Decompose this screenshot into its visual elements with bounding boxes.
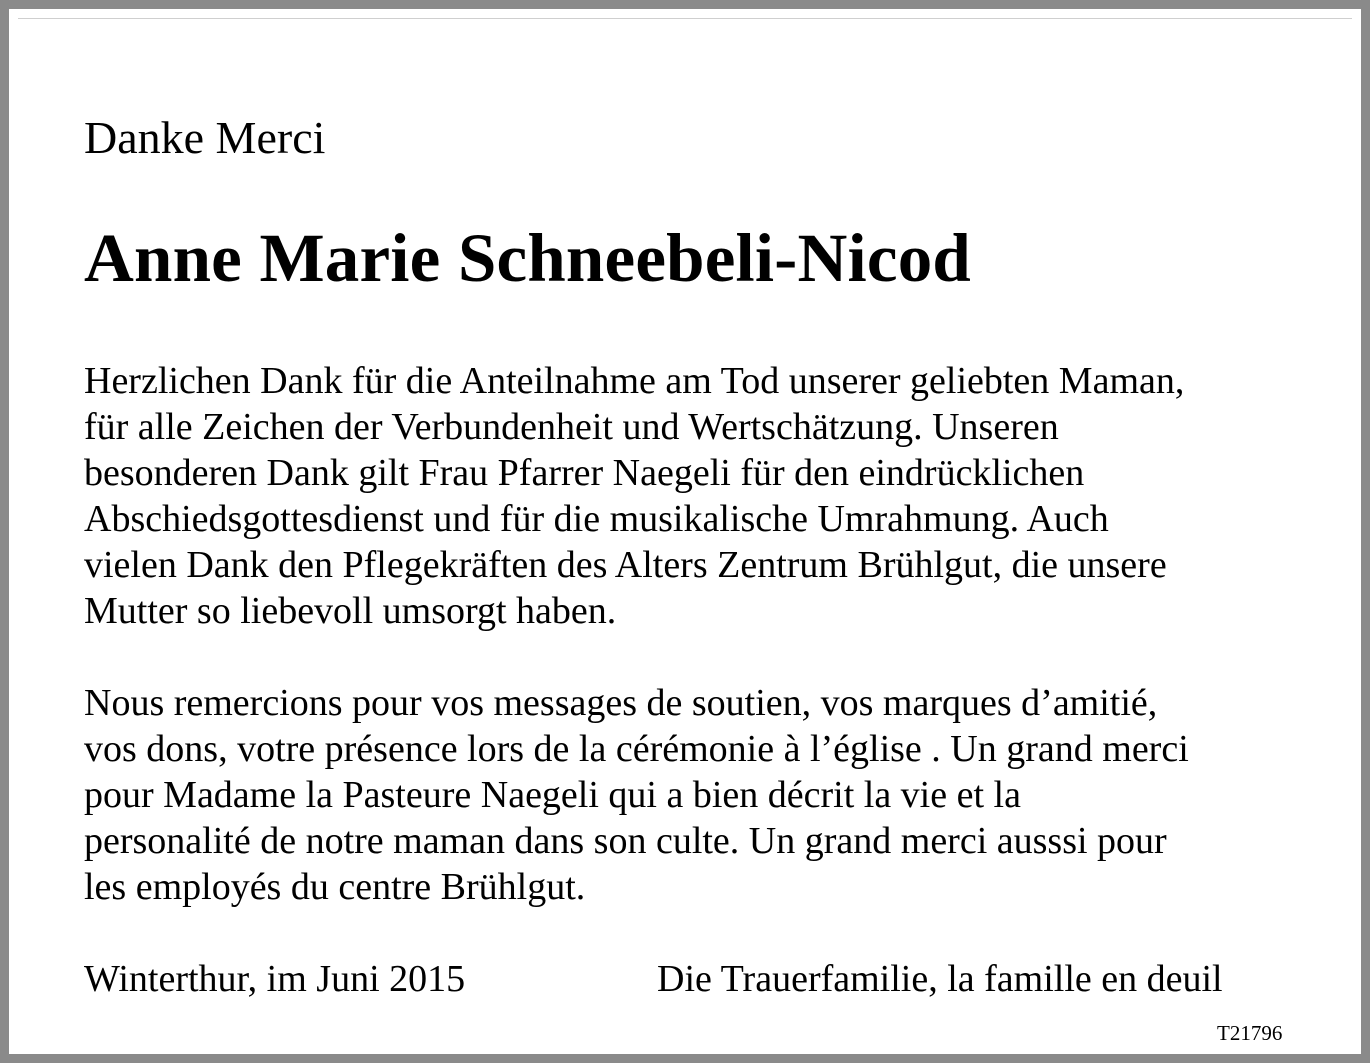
frame-inner-line bbox=[18, 18, 1352, 19]
german-paragraph bbox=[84, 358, 1304, 634]
french-line: Nous remercions pour vos messages de soutien, vos marques d’amitié, bbox=[84, 682, 1158, 724]
deceased-name: Anne Marie Schneebeli-Nicod bbox=[84, 220, 971, 296]
german-line: Herzlichen Dank für die Anteilnahme am Tod unserer geliebten Maman, bbox=[84, 360, 1185, 402]
french-line: pour Madame la Pasteure Naegeli qui a bien décrit la vie et la bbox=[84, 774, 1021, 816]
german-line: besonderen Dank gilt Frau Pfarrer Naegeli für den eindrücklichen bbox=[84, 452, 1085, 494]
family-signature: Die Trauerfamilie, la famille en deuil bbox=[657, 958, 1223, 1000]
notice-kicker: Danke Merci bbox=[84, 112, 326, 163]
french-line: les employés du centre Brühlgut. bbox=[84, 866, 586, 908]
french-line: personalité de notre maman dans son culte. Un grand merci ausssi pour bbox=[84, 820, 1167, 862]
german-line: Abschiedsgottesdienst und für die musikalische Umrahmung. Auch bbox=[84, 498, 1109, 540]
reference-code: T21796 bbox=[1217, 1021, 1283, 1045]
german-line: für alle Zeichen der Verbundenheit und Wertschätzung. Unseren bbox=[84, 406, 1059, 448]
german-line: Mutter so liebevoll umsorgt haben. bbox=[84, 590, 617, 632]
german-line: vielen Dank den Pflegekräften des Alters Zentrum Brühlgut, die unsere bbox=[84, 544, 1167, 586]
place-date: Winterthur, im Juni 2015 bbox=[84, 958, 466, 1000]
french-line: vos dons, votre présence lors de la cérémonie à l’église . Un grand merci bbox=[84, 728, 1189, 770]
french-paragraph bbox=[84, 680, 1304, 910]
